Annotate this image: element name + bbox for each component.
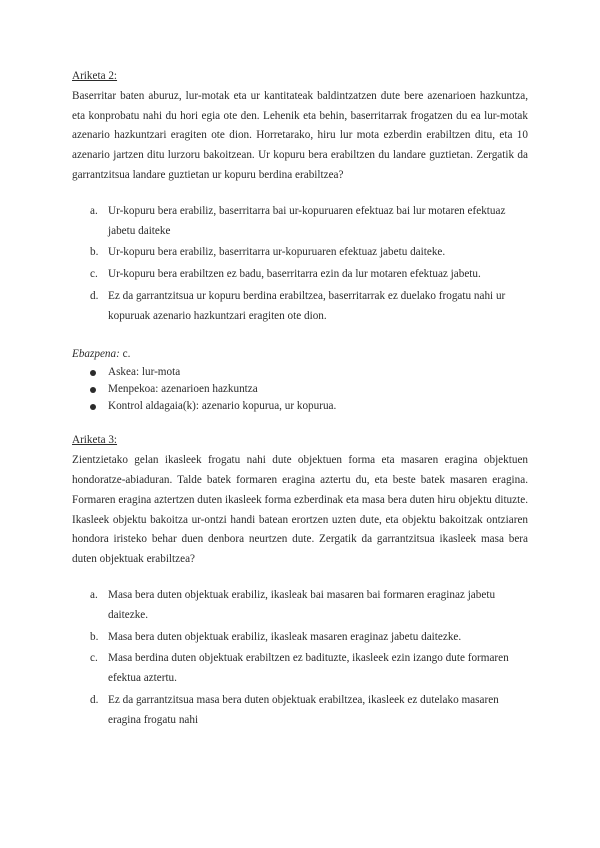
option-marker: d. <box>90 693 99 706</box>
option-marker: c. <box>90 652 98 665</box>
option-text: Masa bera duten objektuak erabiliz, ikasleak masaren eraginaz jabetu daitezke. <box>108 630 462 643</box>
solution-line <box>72 345 528 365</box>
variable-text: Menpekoa: azenarioen hazkuntza <box>108 383 258 396</box>
option-marker: b. <box>90 630 99 643</box>
task-2-question: Baserritar baten aburuz, lur-motak eta ur kantitateak baldintzatzen dute bere azenarioen hazkuntza, eta konprobatu nahi du hori egia ote den. Lehenik eta behin, baserritarrak frogatzen du ea lur-motak azenario hazkuntzari eragiten ote dion. Horretarako, hiru lur mota ezberdin erabiltzen ditu, eta 10 azenario jartzen ditu lurzoru bakoitzean. Ur kopuru bera erabiltzen du landare guztietan. Zergatik da garrantzitsua landare guztietan ur kopuru berdina erabiltzea? <box>72 89 528 181</box>
option-marker: d. <box>90 289 99 302</box>
task-2 <box>72 67 528 415</box>
option-marker: c. <box>90 268 98 281</box>
task-2-options <box>72 202 528 327</box>
variable-control <box>72 398 528 415</box>
option-marker: b. <box>90 246 99 259</box>
variable-dependent <box>72 381 528 398</box>
solution-label: Ebazpena: <box>72 347 120 360</box>
option-text: Masa bera duten objektuak erabiliz, ikasleak bai masaren bai formaren eraginaz jabetu daitezke. <box>108 588 496 621</box>
option-text: Ez da garrantzitsua ur kopuru berdina erabiltzea, baserritarrak ez duelako frogatu nahi ur kopuruak azenario hazkuntzari eragiten ote dion. <box>108 289 506 322</box>
option-text: Masa berdina duten objektuak erabiltzen ez badituzte, ikasleek ezin izango dute formaren efektua aztertu. <box>108 652 509 685</box>
option-text: Ur-kopuru bera erabiliz, baserritarra ur-kopuruaren efektuaz jabetu daiteke. <box>108 246 446 259</box>
variable-independent <box>72 364 528 381</box>
task-3-option-d <box>72 691 528 731</box>
task-2-option-d <box>72 287 528 327</box>
variable-text: Kontrol aldagaia(k): azenario kopurua, ur kopurua. <box>108 400 337 413</box>
bullet-icon <box>90 387 96 393</box>
task-3 <box>72 431 528 730</box>
solution-answer: c. <box>119 347 131 360</box>
bullet-icon <box>90 404 96 410</box>
task-3-option-c <box>72 649 528 689</box>
task-2-heading: Ariketa 2: <box>72 70 118 82</box>
option-marker: a. <box>90 588 98 601</box>
task-3-option-b <box>72 628 528 648</box>
task-2-option-a <box>72 202 528 242</box>
document-content <box>72 67 528 733</box>
option-marker: a. <box>90 204 98 217</box>
variables-list <box>72 364 528 415</box>
option-text: Ez da garrantzitsua masa bera duten objektuak erabiltzea, ikasleek ez dutelako masaren eragina frogatu nahi <box>108 693 499 726</box>
task-3-heading: Ariketa 3: <box>72 434 118 447</box>
task-3-option-a <box>72 586 528 626</box>
task-2-option-c <box>72 265 528 285</box>
option-text: Ur-kopuru bera erabiliz, baserritarra bai ur-kopuruaren efektuaz bai lur motaren efektuaz jabetu daiteke <box>108 204 506 237</box>
bullet-icon <box>90 370 96 376</box>
task-3-options <box>72 586 528 731</box>
variable-text: Askea: lur-mota <box>108 366 181 379</box>
task-2-option-b <box>72 243 528 263</box>
option-text: Ur-kopuru bera erabiltzen ez badu, baserritarra ezin da lur motaren efektuaz jabetu. <box>108 268 481 281</box>
task-2-solution <box>72 345 528 416</box>
task-3-question: Zientzietako gelan ikasleek frogatu nahi dute objektuen forma eta masaren eragina objektuen hondoratze-abiaduran. Talde batek formaren eragina aztertu du, eta beste batek masaren eragina. Formaren eragina aztertzen duten ikasleek forma ezberdinak eta masa bera duten hiru objektu dituzte. Ikasleek objektu bakoitza ur-ontzi handi batean erortzen uzten dute, eta objektu bakoitzak ontziaren hondora iristeko behar duen denbora neurtzen dute. Zergatik da garrantzitsua ikasleek masa bera duten objektuak erabiltzea? <box>72 454 528 566</box>
